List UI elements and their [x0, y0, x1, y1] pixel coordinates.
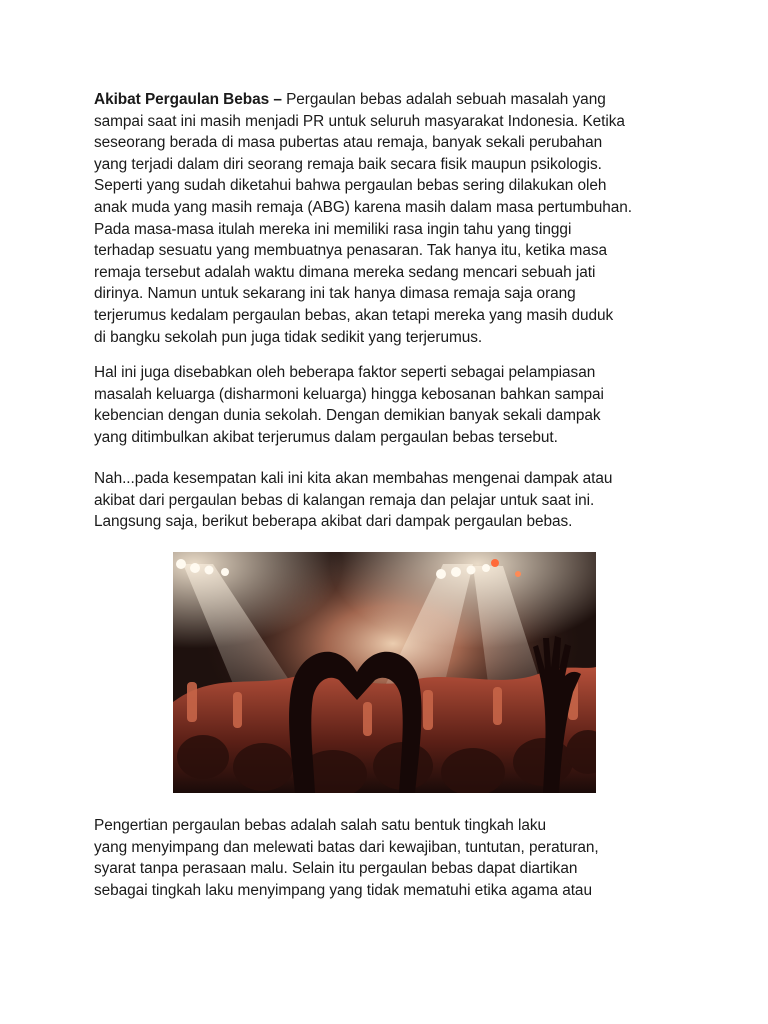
paragraph-transition — [94, 468, 684, 533]
paragraph-line: terhadap sesuatu yang membuatnya penasaran. Tak hanya itu, ketika masa — [94, 242, 607, 260]
paragraph-line: dirinya. Namun untuk sekarang ini tak hanya dimasa remaja saja orang — [94, 285, 576, 303]
paragraph-causes — [94, 362, 684, 448]
paragraph-line: masalah keluarga (disharmoni keluarga) hingga kebosanan bahkan sampai — [94, 385, 604, 403]
paragraph-line: akibat dari pergaulan bebas di kalangan remaja dan pelajar untuk saat ini. — [94, 491, 595, 509]
paragraph-intro — [94, 89, 684, 348]
paragraph-line: yang ditimbulkan akibat terjerumus dalam pergaulan bebas tersebut. — [94, 428, 558, 446]
paragraph-line: seseorang berada di masa pubertas atau remaja, banyak sekali perubahan — [94, 134, 603, 152]
paragraph-line: sebagai tingkah laku menyimpang yang tidak mematuhi etika agama atau — [94, 881, 592, 899]
paragraph-line: di bangku sekolah pun juga tidak sedikit yang terjerumus. — [94, 328, 483, 346]
paragraph-line: Nah...pada kesempatan kali ini kita akan membahas mengenai dampak atau — [94, 470, 613, 487]
paragraph-line: kebencian dengan dunia sekolah. Dengan demikian banyak sekali dampak — [94, 407, 601, 425]
concert-crowd-photo — [173, 552, 596, 793]
paragraph-line: Seperti yang sudah diketahui bahwa pergaulan bebas sering dilakukan oleh — [94, 177, 607, 195]
paragraph-line: yang terjadi dalam diri seorang remaja baik secara fisik maupun psikologis. — [94, 155, 602, 173]
paragraph-line: anak muda yang masih remaja (ABG) karena masih dalam masa pertumbuhan. — [94, 198, 632, 216]
paragraph-line: Langsung saja, berikut beberapa akibat dari dampak pergaulan bebas. — [94, 513, 573, 531]
paragraph-line: syarat tanpa perasaan malu. Selain itu pergaulan bebas dapat diartikan — [94, 860, 578, 878]
paragraph-line: sampai saat ini masih menjadi PR untuk seluruh masyarakat Indonesia. Ketika — [94, 112, 625, 130]
paragraph-line: Akibat Pergaulan Bebas – Pergaulan bebas adalah sebuah masalah yang — [94, 91, 606, 108]
lead-heading: Akibat Pergaulan Bebas – — [94, 91, 282, 108]
paragraph-line: Pada masa-masa itulah mereka ini memiliki rasa ingin tahu yang tinggi — [94, 220, 572, 238]
paragraph-line: Hal ini juga disebabkan oleh beberapa faktor seperti sebagai pelampiasan — [94, 364, 596, 381]
paragraph-line: yang menyimpang dan melewati batas dari kewajiban, tuntutan, peraturan, — [94, 838, 599, 856]
paragraph-definition — [94, 815, 684, 901]
paragraph-line: Pengertian pergaulan bebas adalah salah satu bentuk tingkah laku — [94, 817, 547, 834]
paragraph-line: remaja tersebut adalah waktu dimana mereka sedang mencari sebuah jati — [94, 263, 596, 281]
paragraph-line: terjerumus kedalam pergaulan bebas, akan tetapi mereka yang masih duduk — [94, 306, 614, 324]
